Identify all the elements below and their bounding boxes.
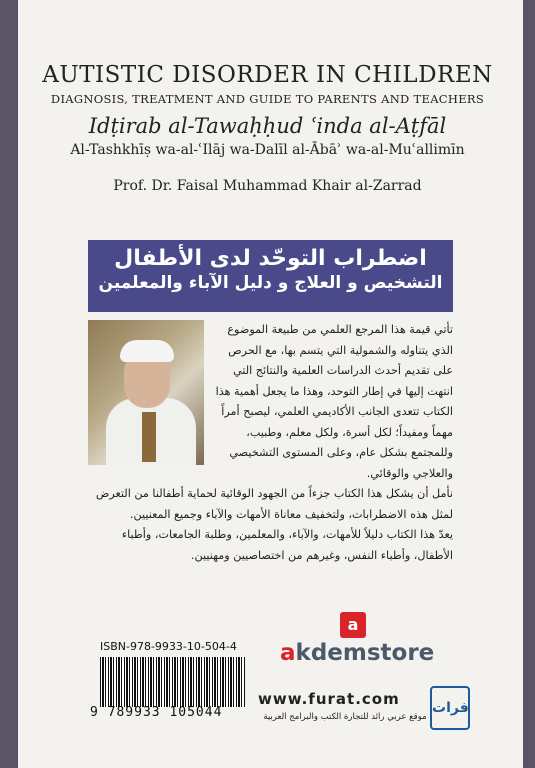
photo-hair bbox=[120, 340, 174, 362]
photo-tie bbox=[142, 412, 156, 462]
author-photo bbox=[88, 320, 204, 465]
publisher-url: www.furat.com bbox=[258, 690, 400, 708]
store-name-rest: kdemstore bbox=[295, 640, 435, 666]
description-paragraph-3: يعدّ هذا الكتاب دليلاً للأمهات، والآباء، والمعلمين، وطلبة الجامعات، وأطباء الأطفال، وأطباء النفس، وغيرهم من اختصاصيين ومهنيين. bbox=[121, 528, 453, 562]
arabic-title: اضطراب التوحّد لدى الأطفال bbox=[114, 246, 427, 271]
publisher-logo: فرات bbox=[430, 686, 470, 730]
arabic-title-banner bbox=[88, 240, 453, 312]
english-subtitle: DIAGNOSIS, TREATMENT AND GUIDE TO PARENTS AND TEACHERS bbox=[50, 92, 485, 106]
shopping-bag-icon: a bbox=[340, 612, 366, 638]
description-paragraph-1: تأتي قيمة هذا المرجع العلمي من طبيعة الموضوع الذي يتناوله والشمولية التي يتسم بها، مع الحرص على تقديم أحدث الدراسات العلمية والنتائج التي انتهت إليها في إطار التوحد، وهذا ما يجعل أهمية هذا الكتاب تتعدى الجانب الأكاديمي العلمي، ليصبح أمراً مهماً ومفيداً؛ لكل أسرة، ولكل معلم، وطبيب، وللمجتمع بشكل عام، وعلى المستوى التشخيصي والعلاجي والوقائي. bbox=[215, 323, 453, 480]
arabic-subtitle: التشخيص و العلاج و دليل الآباء والمعلمين bbox=[98, 273, 443, 293]
english-title: AUTISTIC DISORDER IN CHILDREN bbox=[42, 62, 493, 88]
publisher-tagline: موقع عربي رائد للتجارة الكتب والبرامج العربية bbox=[263, 712, 427, 722]
store-logo bbox=[280, 612, 480, 672]
transliterated-title: Idṭirab al-Tawaḥḥud ʿinda al-Aṭfāl bbox=[88, 114, 447, 138]
barcode-number: 9 789933 105044 bbox=[90, 705, 223, 720]
barcode bbox=[100, 657, 245, 707]
author-name: Prof. Dr. Faisal Muhammad Khair al-Zarrad bbox=[113, 178, 422, 194]
store-name-initial: a bbox=[280, 640, 296, 666]
description-paragraph-2: نأمل أن يشكل هذا الكتاب جزءاً من الجهود الوقائية لحماية أطفالنا من التعرض لمثل هذه الاضطرابات، ولتخفيف معاناة الأمهات والآباء وجميع المعنيين. bbox=[95, 487, 453, 521]
transliterated-subtitle: Al-Tashkhīṣ wa-al-ʿIlāj wa-Dalīl al-Ābāʾ wa-al-Muʿallimīn bbox=[70, 142, 465, 158]
isbn-label: ISBN-978-9933-10-504-4 bbox=[100, 640, 237, 653]
store-name bbox=[280, 640, 460, 666]
